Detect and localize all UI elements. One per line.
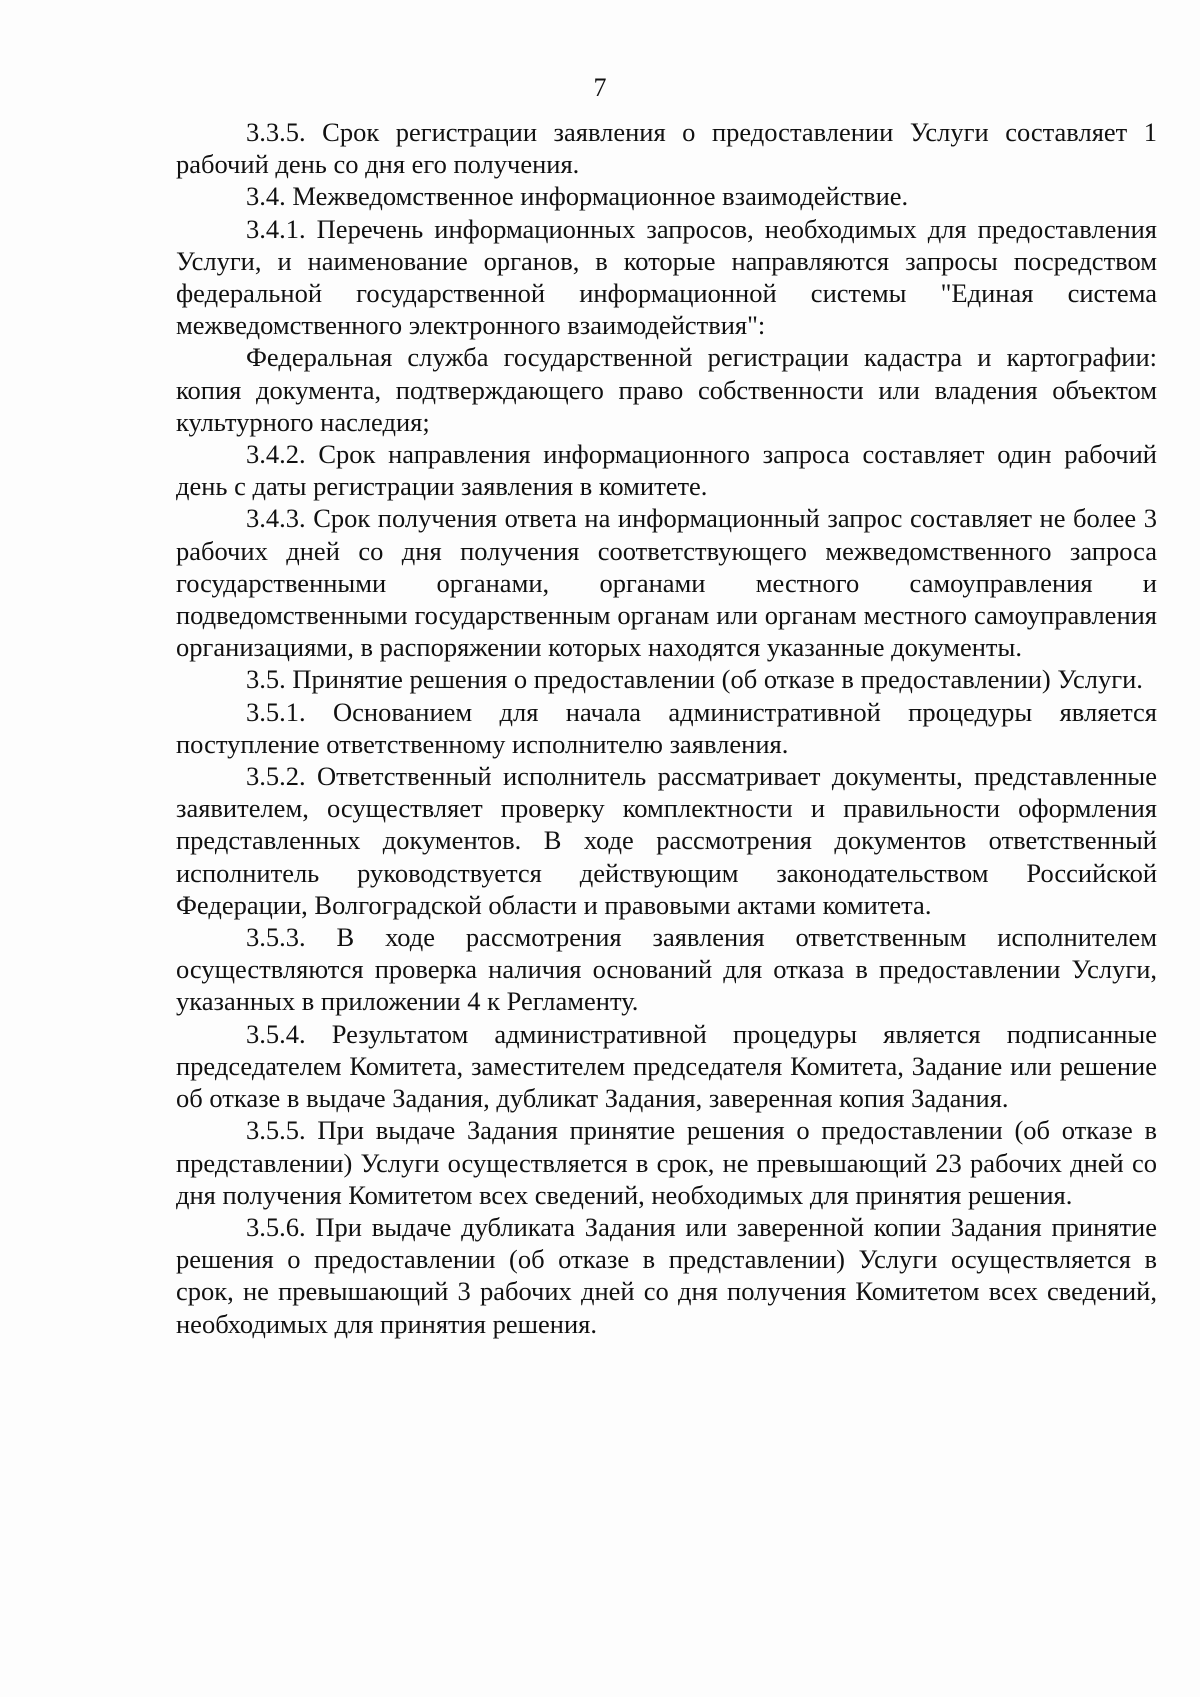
paragraph-3-4: 3.4. Межведомственное информационное взаимодействие. (246, 181, 909, 212)
paragraph-3-4-1: 3.4.1. Перечень информационных запросов, необходимых для предоставления Услуги, и наименование органов, в которые направляются запросы посредством федеральной государственной информационной системы "Единая система межведомственного электронного взаимодействия": (176, 213, 1157, 341)
paragraph-3-5-1: 3.5.1. Основанием для начала административной процедуры является поступление ответственному исполнителю заявления. (176, 696, 1157, 759)
paragraph-3-5-4: 3.5.4. Результатом административной процедуры является подписанные председателем Комитета, заместителем председателя Комитета, Задание или решение об отказе в выдаче Задания, дубликат Задания, заверенная копия Задания. (176, 1018, 1157, 1114)
paragraph-3-4-2: 3.4.2. Срок направления информационного запроса составляет один рабочий день с даты регистрации заявления в комитете. (176, 439, 1157, 502)
document-body (176, 116, 1157, 1340)
paragraph-3-5-6: 3.5.6. При выдаче дубликата Задания или заверенной копии Задания принятие решения о предоставлении (об отказе в представлении) Услуги осуществляется в срок, не превышающий 3 рабочих дней со дня получения Комитетом всех сведений, необходимых для принятия решения. (176, 1211, 1157, 1339)
paragraph-3-3-5: 3.3.5. Срок регистрации заявления о предоставлении Услуги составляет 1 рабочий день со дня его получения. (176, 117, 1157, 180)
paragraph-3-5-5: 3.5.5. При выдаче Задания принятие решения о предоставлении (об отказе в представлении) Услуги осуществляется в срок, не превышающий 23 рабочих дней со дня получения Комитетом всех сведений, необходимых для принятия решения. (176, 1115, 1157, 1210)
paragraph-3-5: 3.5. Принятие решения о предоставлении (об отказе в предоставлении) Услуги. (246, 664, 1143, 695)
paragraph-3-5-2: 3.5.2. Ответственный исполнитель рассматривает документы, представленные заявителем, осуществляет проверку комплектности и правильности оформления представленных документов. В ходе рассмотрения документов ответственный исполнитель руководствуется действующим законодательством Российской Федерации, Волгоградской области и правовыми актами комитета. (176, 761, 1157, 920)
paragraph-3-4-3: 3.4.3. Срок получения ответа на информационный запрос составляет не более 3 рабочих дней со дня получения соответствующего межведомственного запроса государственными органами, органами местного самоуправления и подведомственными государственным органам или органам местного самоуправления организациями, в распоряжении которых находятся указанные документы. (176, 503, 1157, 663)
page-number: 7 (593, 73, 607, 102)
paragraph-rosreestr: Федеральная служба государственной регистрации кадастра и картографии: копия документа, подтверждающего право собственности или владения объектом культурного наследия; (176, 342, 1157, 437)
paragraph-3-5-3: 3.5.3. В ходе рассмотрения заявления ответственным исполнителем осуществляются проверка наличия оснований для отказа в предоставлении Услуги, указанных в приложении 4 к Регламенту. (176, 922, 1157, 1017)
